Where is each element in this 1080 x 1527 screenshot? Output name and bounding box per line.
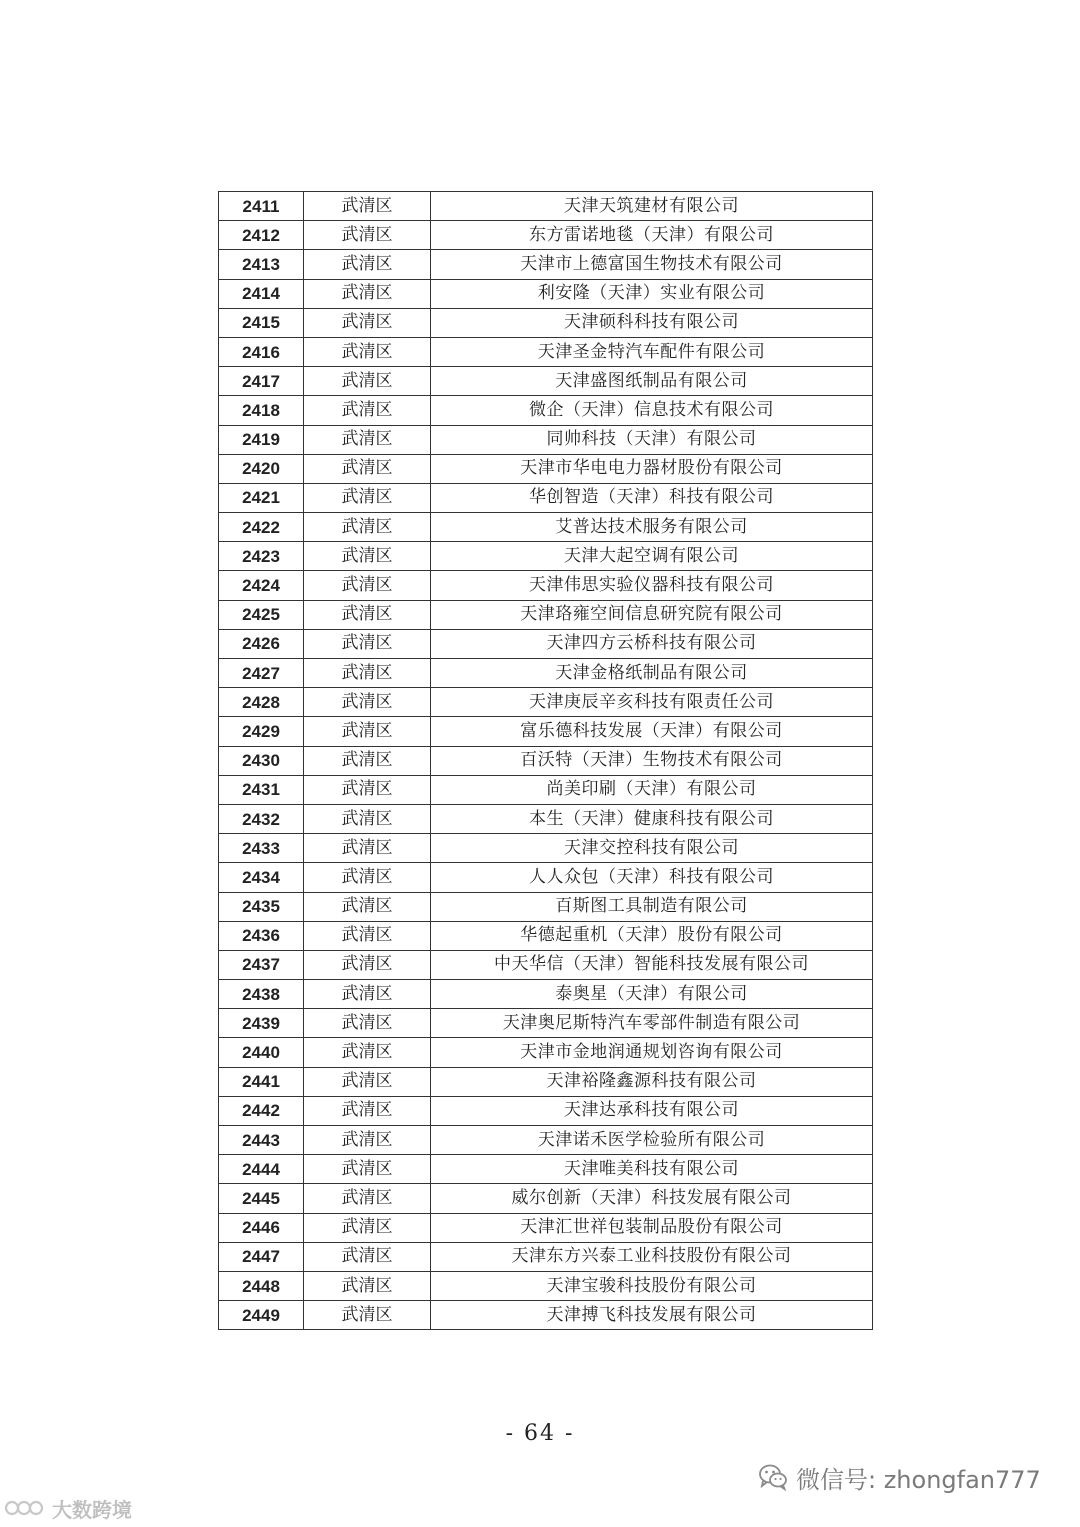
company-name-cell: 同帅科技（天津）有限公司	[431, 425, 873, 454]
row-number-cell: 2436	[219, 921, 304, 950]
company-name-cell: 天津天筑建材有限公司	[431, 192, 873, 221]
table-row	[219, 1067, 873, 1096]
company-name-cell: 泰奥星（天津）有限公司	[431, 980, 873, 1009]
district-cell: 武清区	[304, 454, 431, 483]
district-cell: 武清区	[304, 571, 431, 600]
table-row	[219, 337, 873, 366]
district-cell: 武清区	[304, 688, 431, 717]
district-cell: 武清区	[304, 980, 431, 1009]
table-row	[219, 921, 873, 950]
table-row	[219, 542, 873, 571]
row-number-cell: 2421	[219, 483, 304, 512]
table-row	[219, 1271, 873, 1300]
bottom-logo-watermark	[4, 1494, 132, 1522]
row-number-cell: 2416	[219, 337, 304, 366]
table-row	[219, 834, 873, 863]
district-cell: 武清区	[304, 1009, 431, 1038]
company-name-cell: 人人众包（天津）科技有限公司	[431, 863, 873, 892]
logo-text: 大数跨境	[52, 1497, 132, 1522]
table-body	[219, 192, 873, 1330]
row-number-cell: 2441	[219, 1067, 304, 1096]
table-row	[219, 950, 873, 979]
row-number-cell: 2435	[219, 892, 304, 921]
row-number-cell: 2430	[219, 746, 304, 775]
company-name-cell: 天津金格纸制品有限公司	[431, 659, 873, 688]
row-number-cell: 2426	[219, 629, 304, 658]
district-cell: 武清区	[304, 250, 431, 279]
wechat-watermark	[758, 1460, 1041, 1494]
row-number-cell: 2437	[219, 950, 304, 979]
page-number: - 64 -	[505, 1421, 575, 1446]
row-number-cell: 2434	[219, 863, 304, 892]
district-cell: 武清区	[304, 659, 431, 688]
company-name-cell: 富乐德科技发展（天津）有限公司	[431, 717, 873, 746]
row-number-cell: 2423	[219, 542, 304, 571]
table-row	[219, 425, 873, 454]
district-cell: 武清区	[304, 1271, 431, 1300]
district-cell: 武清区	[304, 396, 431, 425]
company-name-cell: 天津奥尼斯特汽车零部件制造有限公司	[431, 1009, 873, 1038]
company-name-cell: 微企（天津）信息技术有限公司	[431, 396, 873, 425]
company-name-cell: 艾普达技术服务有限公司	[431, 513, 873, 542]
district-cell: 武清区	[304, 804, 431, 833]
company-name-cell: 天津四方云桥科技有限公司	[431, 629, 873, 658]
table-row	[219, 513, 873, 542]
district-cell: 武清区	[304, 1096, 431, 1125]
district-cell: 武清区	[304, 542, 431, 571]
row-number-cell: 2422	[219, 513, 304, 542]
row-number-cell: 2449	[219, 1301, 304, 1330]
company-name-cell: 天津东方兴泰工业科技股份有限公司	[431, 1242, 873, 1271]
company-name-cell: 天津硕科科技有限公司	[431, 308, 873, 337]
wechat-icon	[758, 1463, 788, 1491]
table-row	[219, 1213, 873, 1242]
company-name-cell: 华德起重机（天津）股份有限公司	[431, 921, 873, 950]
district-cell: 武清区	[304, 834, 431, 863]
company-name-cell: 天津汇世祥包装制品股份有限公司	[431, 1213, 873, 1242]
table-row	[219, 367, 873, 396]
table-row	[219, 1126, 873, 1155]
company-name-cell: 天津市华电电力器材股份有限公司	[431, 454, 873, 483]
district-cell: 武清区	[304, 1067, 431, 1096]
company-name-cell: 利安隆（天津）实业有限公司	[431, 279, 873, 308]
row-number-cell: 2424	[219, 571, 304, 600]
company-name-cell: 天津达承科技有限公司	[431, 1096, 873, 1125]
district-cell: 武清区	[304, 1155, 431, 1184]
company-name-cell: 天津盛图纸制品有限公司	[431, 367, 873, 396]
company-name-cell: 百斯图工具制造有限公司	[431, 892, 873, 921]
district-cell: 武清区	[304, 950, 431, 979]
district-cell: 武清区	[304, 921, 431, 950]
district-cell: 武清区	[304, 308, 431, 337]
company-name-cell: 天津诺禾医学检验所有限公司	[431, 1126, 873, 1155]
row-number-cell: 2444	[219, 1155, 304, 1184]
row-number-cell: 2425	[219, 600, 304, 629]
table-row	[219, 571, 873, 600]
table-row	[219, 1301, 873, 1330]
row-number-cell: 2412	[219, 221, 304, 250]
table-row	[219, 1242, 873, 1271]
table-row	[219, 1096, 873, 1125]
district-cell: 武清区	[304, 1242, 431, 1271]
row-number-cell: 2419	[219, 425, 304, 454]
district-cell: 武清区	[304, 513, 431, 542]
row-number-cell: 2442	[219, 1096, 304, 1125]
row-number-cell: 2446	[219, 1213, 304, 1242]
table-row	[219, 688, 873, 717]
company-name-cell: 尚美印刷（天津）有限公司	[431, 775, 873, 804]
row-number-cell: 2418	[219, 396, 304, 425]
district-cell: 武清区	[304, 746, 431, 775]
company-name-cell: 天津庚辰辛亥科技有限责任公司	[431, 688, 873, 717]
row-number-cell: 2433	[219, 834, 304, 863]
table-row	[219, 483, 873, 512]
row-number-cell: 2411	[219, 192, 304, 221]
table-row	[219, 250, 873, 279]
table-row	[219, 1155, 873, 1184]
row-number-cell: 2428	[219, 688, 304, 717]
row-number-cell: 2438	[219, 980, 304, 1009]
district-cell: 武清区	[304, 600, 431, 629]
company-name-cell: 天津市金地润通规划咨询有限公司	[431, 1038, 873, 1067]
district-cell: 武清区	[304, 775, 431, 804]
row-number-cell: 2443	[219, 1126, 304, 1155]
company-name-cell: 天津伟思实验仪器科技有限公司	[431, 571, 873, 600]
district-cell: 武清区	[304, 1126, 431, 1155]
table-row	[219, 308, 873, 337]
table-row	[219, 1038, 873, 1067]
table-row	[219, 396, 873, 425]
company-name-cell: 天津大起空调有限公司	[431, 542, 873, 571]
table-row	[219, 1009, 873, 1038]
table-row	[219, 454, 873, 483]
district-cell: 武清区	[304, 425, 431, 454]
company-name-cell: 东方雷诺地毯（天津）有限公司	[431, 221, 873, 250]
company-name-cell: 天津唯美科技有限公司	[431, 1155, 873, 1184]
row-number-cell: 2414	[219, 279, 304, 308]
company-name-cell: 天津圣金特汽车配件有限公司	[431, 337, 873, 366]
district-cell: 武清区	[304, 192, 431, 221]
table-row	[219, 746, 873, 775]
company-name-cell: 天津搏飞科技发展有限公司	[431, 1301, 873, 1330]
district-cell: 武清区	[304, 1038, 431, 1067]
table-row	[219, 775, 873, 804]
district-cell: 武清区	[304, 1184, 431, 1213]
table-row	[219, 659, 873, 688]
district-cell: 武清区	[304, 1301, 431, 1330]
district-cell: 武清区	[304, 629, 431, 658]
row-number-cell: 2429	[219, 717, 304, 746]
district-cell: 武清区	[304, 337, 431, 366]
table-row	[219, 600, 873, 629]
table-row	[219, 804, 873, 833]
row-number-cell: 2413	[219, 250, 304, 279]
table-row	[219, 863, 873, 892]
row-number-cell: 2445	[219, 1184, 304, 1213]
row-number-cell: 2415	[219, 308, 304, 337]
row-number-cell: 2432	[219, 804, 304, 833]
company-name-cell: 百沃特（天津）生物技术有限公司	[431, 746, 873, 775]
table-row	[219, 717, 873, 746]
wechat-id-text: 微信号: zhongfan777	[796, 1465, 1041, 1494]
district-cell: 武清区	[304, 717, 431, 746]
company-name-cell: 华创智造（天津）科技有限公司	[431, 483, 873, 512]
table-row	[219, 1184, 873, 1213]
table-row	[219, 192, 873, 221]
row-number-cell: 2440	[219, 1038, 304, 1067]
company-name-cell: 天津交控科技有限公司	[431, 834, 873, 863]
row-number-cell: 2448	[219, 1271, 304, 1300]
company-name-cell: 天津裕隆鑫源科技有限公司	[431, 1067, 873, 1096]
company-name-cell: 天津市上德富国生物技术有限公司	[431, 250, 873, 279]
company-name-cell: 天津珞雍空间信息研究院有限公司	[431, 600, 873, 629]
district-cell: 武清区	[304, 367, 431, 396]
company-name-cell: 中天华信（天津）智能科技发展有限公司	[431, 950, 873, 979]
company-name-cell: 本生（天津）健康科技有限公司	[431, 804, 873, 833]
table-row	[219, 892, 873, 921]
company-name-cell: 天津宝骏科技股份有限公司	[431, 1271, 873, 1300]
row-number-cell: 2420	[219, 454, 304, 483]
row-number-cell: 2439	[219, 1009, 304, 1038]
district-cell: 武清区	[304, 863, 431, 892]
row-number-cell: 2431	[219, 775, 304, 804]
table-row	[219, 629, 873, 658]
table-row	[219, 980, 873, 1009]
district-cell: 武清区	[304, 279, 431, 308]
row-number-cell: 2427	[219, 659, 304, 688]
district-cell: 武清区	[304, 221, 431, 250]
company-name-cell: 威尔创新（天津）科技发展有限公司	[431, 1184, 873, 1213]
logo-icon	[4, 1497, 48, 1519]
district-cell: 武清区	[304, 1213, 431, 1242]
table-row	[219, 221, 873, 250]
row-number-cell: 2447	[219, 1242, 304, 1271]
district-cell: 武清区	[304, 483, 431, 512]
company-list-table	[218, 191, 873, 1330]
row-number-cell: 2417	[219, 367, 304, 396]
table-row	[219, 279, 873, 308]
district-cell: 武清区	[304, 892, 431, 921]
